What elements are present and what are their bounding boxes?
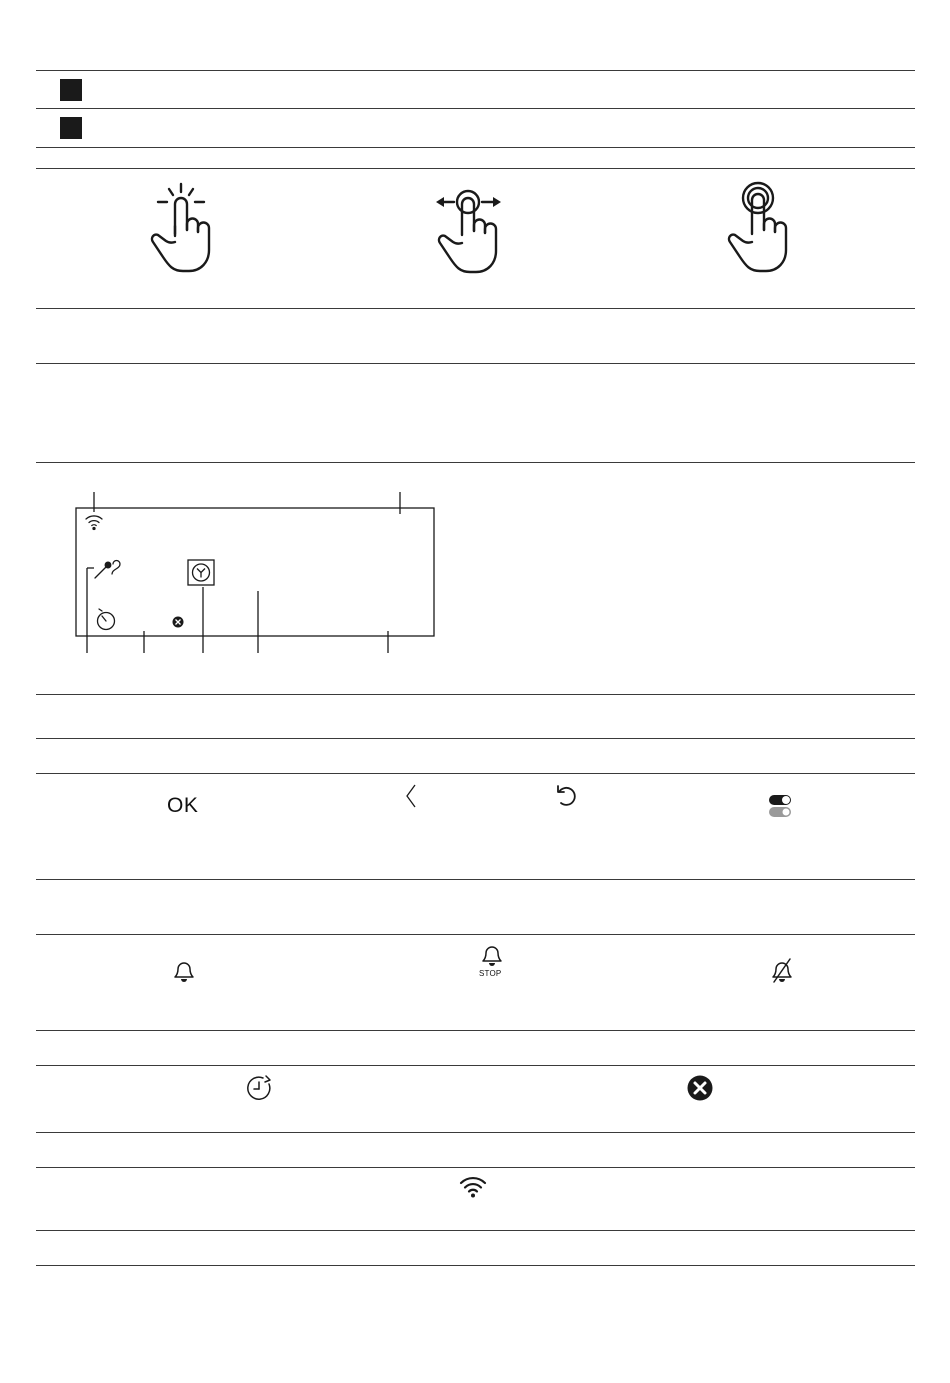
table-rule	[36, 70, 915, 71]
table-rule	[36, 1030, 915, 1031]
wifi-icon	[86, 516, 102, 530]
square-marker	[60, 79, 82, 101]
bell-icon	[170, 957, 198, 985]
table-rule	[36, 694, 915, 695]
table-rule	[36, 1167, 915, 1168]
table-rule	[36, 934, 915, 935]
table-rule	[36, 168, 915, 169]
table-rule	[36, 462, 915, 463]
core-temperature-probe-icon	[95, 561, 120, 579]
cancel-icon	[173, 617, 184, 628]
toggle-switch-icon	[767, 793, 795, 819]
swipe-gesture-icon	[434, 188, 509, 275]
back-chevron-icon	[404, 783, 418, 809]
bell-stop-icon	[478, 941, 506, 969]
table-rule	[36, 1132, 915, 1133]
table-rule	[36, 108, 915, 109]
display-diagram	[70, 488, 450, 658]
table-rule	[36, 738, 915, 739]
press-hold-gesture-icon	[730, 180, 805, 275]
table-rule	[36, 1265, 915, 1266]
table-rule	[36, 879, 915, 880]
cancel-filled-icon	[686, 1074, 714, 1102]
undo-icon	[553, 783, 579, 809]
display-frame	[76, 508, 434, 636]
table-rule	[36, 308, 915, 309]
fan-mode-icon	[188, 560, 214, 585]
bell-muted-icon	[768, 957, 796, 985]
square-marker	[60, 117, 82, 139]
table-rule	[36, 147, 915, 148]
delayed-start-icon	[245, 1074, 275, 1104]
table-rule	[36, 1230, 915, 1231]
table-rule	[36, 363, 915, 364]
table-rule	[36, 1065, 915, 1066]
timer-icon	[98, 609, 115, 630]
table-rule	[36, 773, 915, 774]
wifi-icon	[459, 1175, 487, 1199]
ok-button-label: OK	[167, 794, 199, 817]
tap-gesture-icon	[145, 180, 220, 275]
stop-label: STOP	[479, 969, 502, 978]
